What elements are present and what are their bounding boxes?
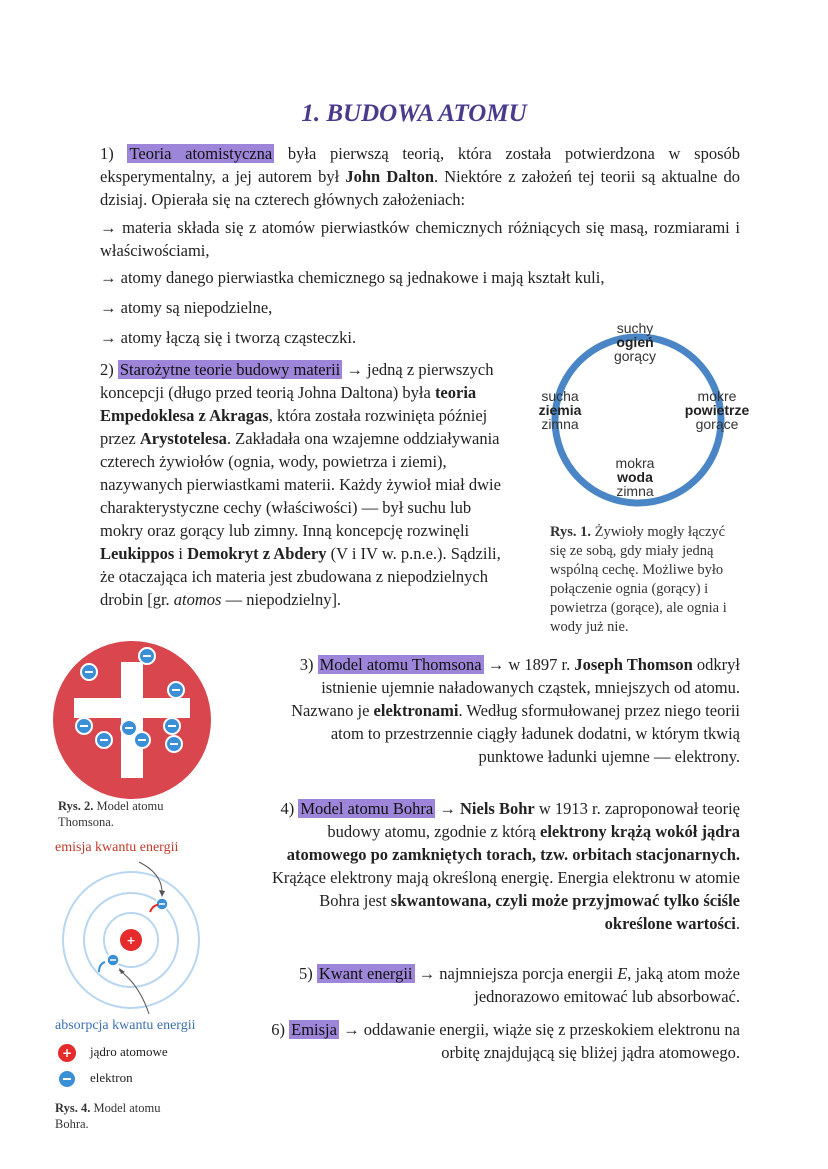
fire-quality-2: gorący: [613, 348, 657, 364]
element-fire: [595, 320, 675, 364]
earth-label: ziemia: [538, 402, 582, 418]
section-3-term: Model atomu Thomsona: [319, 655, 482, 674]
section-1-item: → atomy łączą się i tworzą cząsteczki.: [100, 328, 357, 347]
section-1-number: 1): [100, 144, 114, 163]
section-4-text-3: Krążące elektrony mają określoną energię. Energia elektronu w atomie Bohra jest: [271, 868, 740, 910]
figure-4-label: Rys. 4.: [55, 1101, 91, 1115]
air-label: powietrze: [684, 402, 750, 418]
section-1-intro: [100, 142, 740, 211]
earth-quality-2: zimna: [541, 416, 579, 432]
fire-label: ogień: [616, 334, 654, 350]
element-air: [672, 388, 762, 432]
water-quality-2: zimna: [616, 483, 654, 499]
section-4-bold-2: elektrony krążą wokół jądra atomowego po zamkniętych torach, tzw. orbitach stacjonarnych.: [286, 822, 740, 864]
water-label: woda: [617, 469, 653, 485]
section-3-bold-1: Joseph Thomson: [574, 655, 693, 674]
section-3-number: 3): [299, 655, 314, 674]
nucleus-legend-icon: [57, 1043, 77, 1063]
section-2-term: Starożytne teorie budowy materii: [119, 360, 341, 379]
section-4-text-4: .: [735, 914, 740, 933]
nucleus-legend-label: jądro atomowe: [90, 1044, 168, 1059]
section-4-bold-3: skwantowana, czyli może przyjmować tylko ściśle określone wartości: [390, 891, 740, 933]
absorption-label: absorpcja kwantu energii: [55, 1018, 196, 1033]
figure-2-caption: [58, 798, 218, 830]
section-6-text: [250, 1018, 740, 1064]
section-1-item: → atomy są niepodzielne,: [100, 298, 273, 317]
section-2-text-1: → jedną z pierwszych koncepcji (długo przed teorią Johna Daltona) była: [100, 360, 494, 402]
thomson-model-diagram: [52, 640, 212, 800]
figure-2-text: Model atomu Thomsona.: [58, 799, 164, 829]
page-title: 1. BUDOWA ATOMU: [301, 100, 527, 127]
air-quality-1: mokre: [697, 388, 737, 404]
electron-legend-icon: [57, 1069, 77, 1089]
section-2-text-6: — niepodzielny].: [221, 590, 342, 609]
section-2-text-3: . Zakładała ona wzajemne oddziaływania czterech żywiołów (ognia, wody, powietrza i ziemi), nazywanych pierwiastkami materii. Każdy żywioł miał dwie charakterystyczne cechy (właściwości) — był suchu lub mokry oraz gorący lub zimny. Inną koncepcję rozwinęli: [100, 429, 501, 540]
element-earth: [522, 388, 598, 432]
water-quality-1: mokra: [615, 455, 655, 471]
section-3-text-3: . Według sformułowanej przez niego teorii atom to przestrzennie ciągły ładunek dodatni, w którym tkwią punktowe ładunki ujemne — elektrony.: [330, 701, 740, 766]
section-2-bold-3: Leukippos: [100, 544, 175, 563]
section-4-number: 4): [280, 799, 295, 818]
svg-text:+: +: [126, 934, 136, 947]
section-5-text-2: , jaką atom może jednorazowo emitować lub absorbować.: [474, 964, 740, 1006]
earth-quality-1: sucha: [541, 388, 579, 404]
section-3-bold-2: elektronami: [373, 701, 459, 720]
section-2-bold-4: Demokryt z Abdery: [187, 544, 327, 563]
section-1-bold: John Dalton: [345, 167, 435, 186]
section-6-number: 6): [271, 1020, 285, 1039]
figure-1-label: Rys. 1.: [550, 524, 591, 540]
section-1-text: była pierwszą teorią, która została potwierdzona w sposób eksperymentalny, a jej autorem był: [100, 144, 740, 186]
section-1-term: Teoria atomistyczna: [129, 144, 273, 163]
section-4-bold-1: Niels Bohr: [460, 799, 535, 818]
section-3-text-2: odkrył istnienie ujemnie naładowanych cząstek, mniejszych od atomu. Nazwano je: [291, 655, 740, 720]
section-5-number: 5): [299, 964, 313, 983]
section-5-term: Kwant energii: [318, 964, 413, 983]
section-3-text: [270, 653, 740, 768]
figure-4-caption: [55, 1100, 195, 1132]
emission-label: emisja kwantu energii: [55, 840, 179, 855]
section-2-bold-1: teoria Empedoklesa z Akragas: [100, 383, 477, 425]
svg-text:+: +: [61, 1046, 73, 1060]
section-2-number: 2): [100, 360, 114, 379]
section-5-text: [280, 962, 740, 1008]
figure-2-label: Rys. 2.: [58, 799, 94, 813]
air-quality-2: gorące: [695, 416, 739, 432]
section-5-italic: E: [617, 964, 628, 983]
section-6-text-1: → oddawanie energii, wiąże się z przeskokiem elektronu na orbitę znajdującą się bliżej jądra atomowego.: [338, 1020, 740, 1062]
bohr-model-diagram: [55, 860, 215, 1020]
electron-legend-label: elektron: [90, 1070, 133, 1085]
section-1-item: → atomy danego pierwiastka chemicznego są jednakowe i mają kształt kuli,: [100, 268, 605, 287]
figure-1-caption: [550, 523, 740, 637]
section-4-term: Model atomu Bohra: [300, 799, 434, 818]
section-5-text-1: → najmniejsza porcja energii: [414, 964, 618, 983]
section-2-italic: atomos: [173, 590, 222, 609]
element-water: [595, 455, 675, 499]
fire-quality-1: suchy: [616, 320, 654, 336]
section-2-text-4: i: [174, 544, 188, 563]
section-3-text-1: → w 1897 r.: [483, 655, 575, 674]
section-1-item: → materia składa się z atomów pierwiastków chemicznych różniących się masą, rozmiarami i właściwościami,: [100, 218, 740, 260]
section-6-term: Emisja: [291, 1020, 337, 1039]
section-2-bold-2: Arystotelesa: [139, 429, 227, 448]
section-2-text-2: , która została rozwinięta później przez: [100, 406, 488, 448]
section-4-text-1: →: [435, 799, 460, 818]
figure-1-text: Żywioły mogły łączyć się ze sobą, gdy miały jedną wspólną cechę. Możliwe było połączenie ognia (gorący) i powietrza (gorące), ale ognia i wody już nie.: [550, 524, 727, 635]
section-4-text: [250, 797, 740, 935]
section-2-text-5: (V i IV w. p.n.e.). Sądzili, że otaczająca ich materia jest zbudowana z niepodzielnych drobin [gr.: [100, 544, 501, 609]
section-2-text: [100, 358, 505, 611]
section-4-text-2: w 1913 r. zaproponował teorię budowy atomu, zgodnie z którą: [327, 799, 740, 841]
figure-4-text: Model atomu Bohra.: [55, 1101, 161, 1131]
section-1-text-2: . Niektóre z założeń tej teorii są aktualne do dzisiaj. Opierała się na czterech głównych założeniach:: [100, 167, 741, 209]
